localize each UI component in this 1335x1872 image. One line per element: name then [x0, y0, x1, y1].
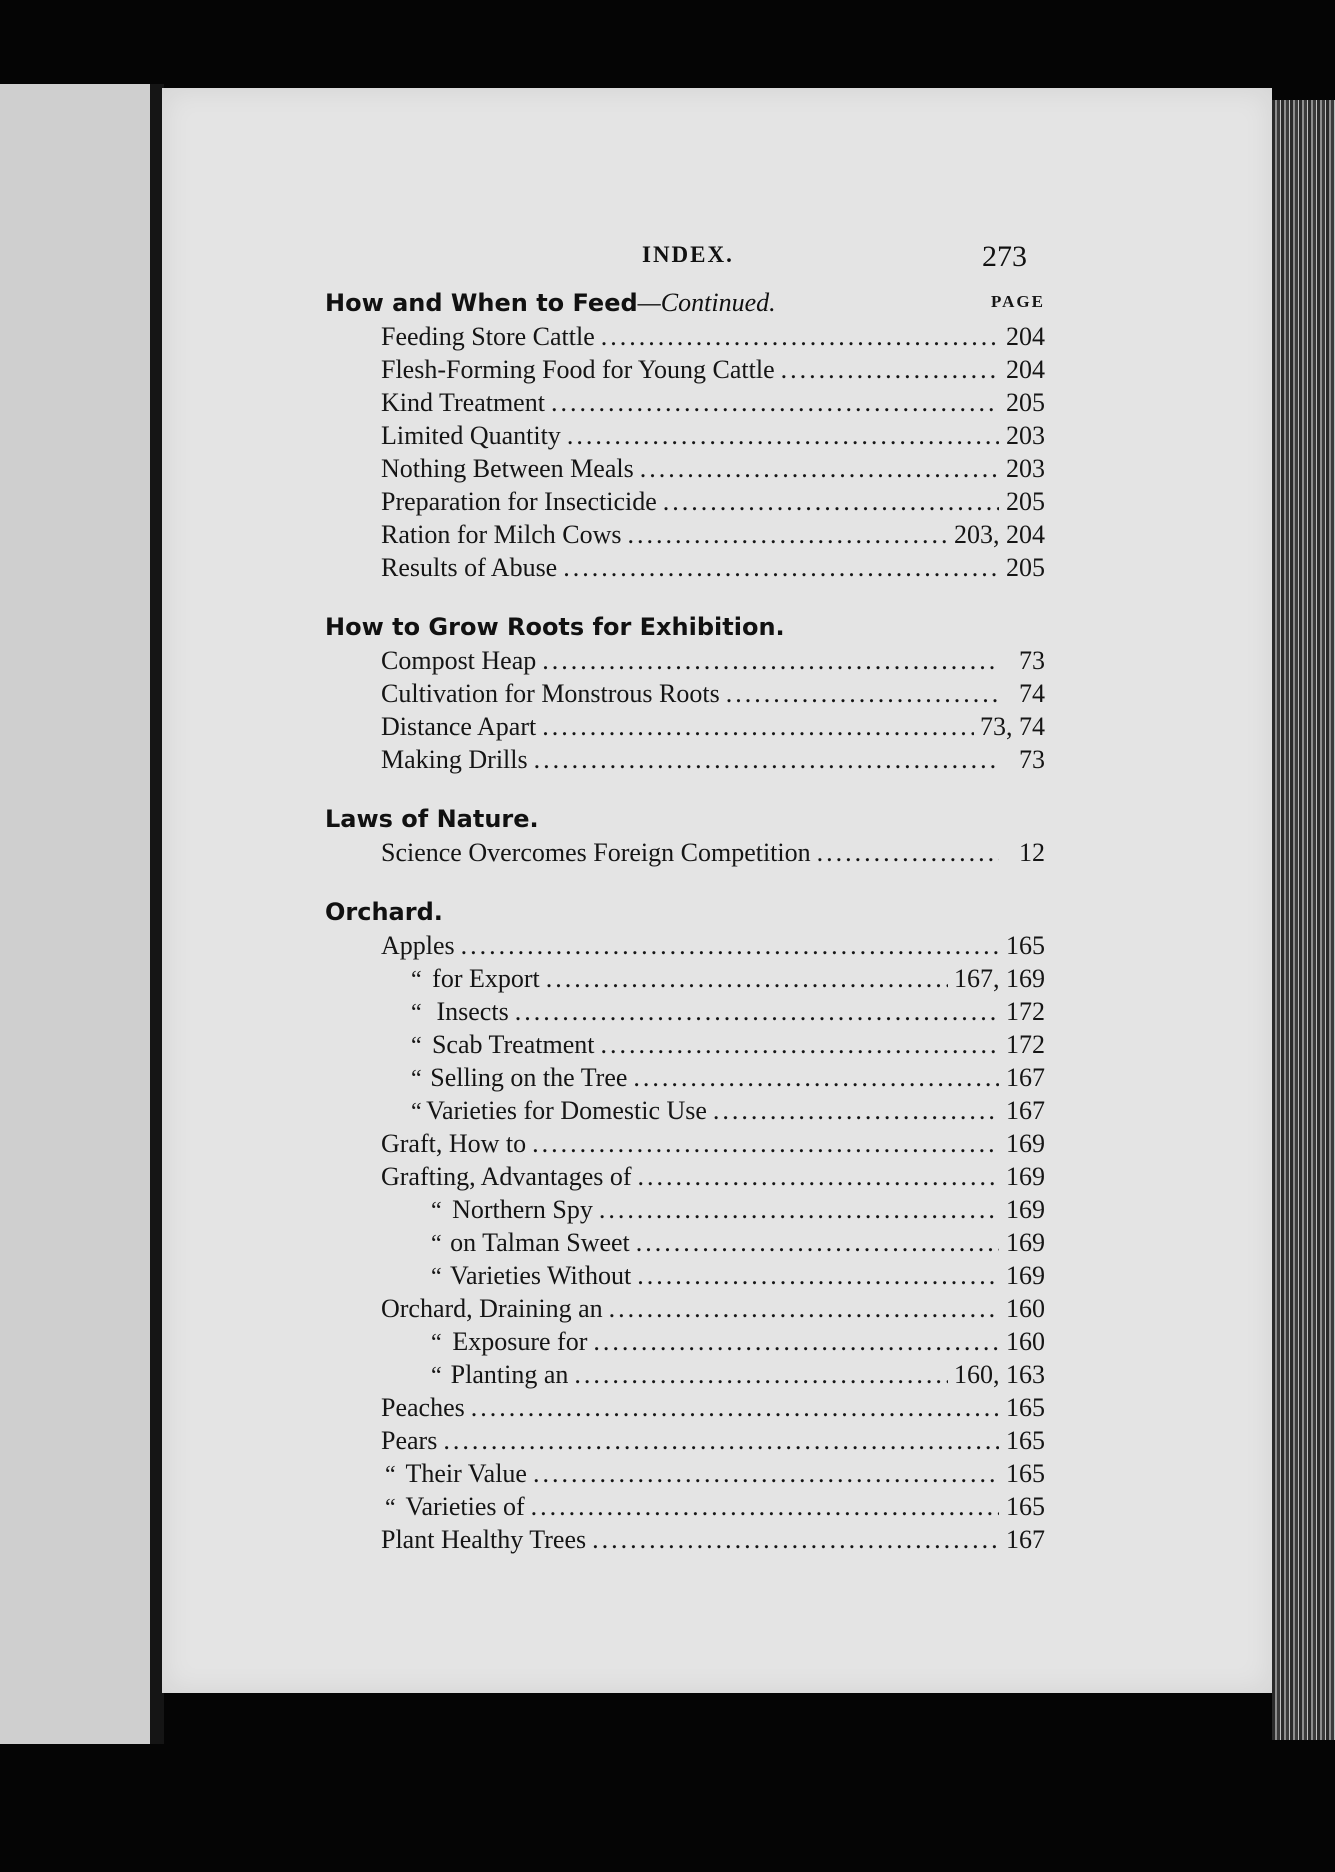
index-entry [325, 964, 1045, 997]
entry-page-number: 167 [1006, 1063, 1045, 1092]
entry-text: Orchard, Draining an [381, 1294, 603, 1323]
section-title-text: Orchard. [325, 898, 443, 926]
dot-leader [515, 997, 999, 1027]
index-entry [325, 1426, 1045, 1459]
dot-leader [542, 646, 999, 676]
section-title-text: Laws of Nature. [325, 805, 539, 833]
page-stack-edge [1272, 100, 1335, 1740]
entry-text: Nothing Between Meals [381, 454, 634, 483]
dot-leader [713, 1096, 999, 1126]
index-entry [325, 454, 1045, 487]
entry-text: on Talman Sweet [450, 1228, 630, 1257]
index-entry [325, 745, 1045, 778]
index-entry [325, 553, 1045, 586]
index-entry [325, 931, 1045, 964]
entry-page-number: 204 [1006, 322, 1045, 351]
section-title-text: How to Grow Roots for Exhibition. [325, 613, 785, 641]
index-entry [325, 712, 1045, 745]
dot-leader [601, 322, 999, 352]
dot-leader [817, 838, 999, 868]
ditto-mark: “ [431, 1264, 442, 1290]
dot-leader [534, 745, 999, 775]
entry-text: Scab Treatment [431, 1030, 595, 1059]
index-entry [325, 1096, 1045, 1129]
entry-text: Limited Quantity [381, 421, 561, 450]
entry-page-number: 167 [1006, 1525, 1045, 1554]
entry-page-number: 203 [1006, 421, 1045, 450]
index-entry [325, 1228, 1045, 1261]
page-number: 273 [982, 240, 1027, 273]
entry-page-number: 205 [1006, 388, 1045, 417]
dot-leader [636, 1228, 999, 1258]
index-entry [325, 997, 1045, 1030]
section-title [325, 805, 539, 833]
section-how-to-grow-roots [325, 608, 1045, 778]
index-entry [325, 1459, 1045, 1492]
ditto-mark: “ [411, 967, 422, 993]
entry-page-number: 73 [1019, 646, 1045, 675]
section-laws-of-nature [325, 800, 1045, 871]
index-entry [325, 1294, 1045, 1327]
entry-text: Varieties of [405, 1492, 525, 1521]
dot-leader [781, 355, 999, 385]
ditto-mark: “ [431, 1231, 442, 1257]
index-content [325, 284, 1045, 1580]
entry-page-number: 73 [1019, 745, 1045, 774]
index-entry [325, 1195, 1045, 1228]
entry-text: Making Drills [381, 745, 528, 774]
entry-page-number: 165 [1006, 1393, 1045, 1422]
dot-leader [471, 1393, 999, 1423]
entry-text: for Export [432, 964, 540, 993]
entry-page-number: 165 [1006, 1426, 1045, 1455]
entry-page-number: 160 [1006, 1327, 1045, 1356]
index-entry [325, 646, 1045, 679]
entry-text: Kind Treatment [381, 388, 545, 417]
dot-leader [443, 1426, 999, 1456]
dot-leader [461, 931, 999, 961]
dot-leader [533, 1459, 999, 1489]
entry-text: Ration for Milch Cows [381, 520, 622, 549]
section-heading [325, 284, 1045, 322]
ditto-mark: “ [411, 1033, 422, 1059]
entry-text: Compost Heap [381, 646, 537, 675]
entry-page-number: 12 [1019, 838, 1045, 867]
index-entry [325, 1030, 1045, 1063]
entry-text: Varieties for Domestic Use [426, 1096, 707, 1125]
section-orchard [325, 893, 1045, 1558]
dot-leader [551, 388, 999, 418]
entry-text: Cultivation for Monstrous Roots [381, 679, 720, 708]
entry-page-number: 203, 204 [954, 520, 1045, 549]
entry-text: Feeding Store Cattle [381, 322, 595, 351]
entry-text: Results of Abuse [381, 553, 558, 582]
ditto-mark: “ [431, 1363, 442, 1389]
dot-leader [567, 421, 999, 451]
running-title: INDEX. [642, 242, 734, 267]
section-title-text: How and When to Feed [325, 289, 638, 317]
entry-text: Varieties Without [450, 1261, 632, 1290]
index-entry [325, 1129, 1045, 1162]
entry-text: Insects [436, 997, 509, 1026]
index-entry [325, 1063, 1045, 1096]
entry-text: Pears [381, 1426, 438, 1455]
index-entry [325, 355, 1045, 388]
index-entry [325, 1162, 1045, 1195]
entry-page-number: 169 [1006, 1261, 1045, 1290]
dot-leader [600, 1030, 999, 1060]
entry-page-number: 172 [1006, 1030, 1045, 1059]
entry-text: Distance Apart [381, 712, 537, 741]
index-entry [325, 388, 1045, 421]
section-title-continued: —Continued. [637, 288, 776, 317]
ditto-mark: “ [411, 1099, 422, 1125]
entry-text: Exposure for [452, 1327, 588, 1356]
dot-leader [546, 964, 948, 994]
entry-page-number: 167, 169 [954, 964, 1045, 993]
ditto-mark: “ [385, 1462, 396, 1488]
dot-leader [563, 553, 999, 583]
dot-leader [638, 1162, 999, 1192]
entry-page-number: 165 [1006, 1459, 1045, 1488]
dot-leader [609, 1294, 999, 1324]
dot-leader [599, 1195, 999, 1225]
dot-leader [532, 1129, 999, 1159]
dot-leader [628, 520, 949, 550]
entry-page-number: 73, 74 [980, 712, 1045, 741]
entry-text: Science Overcomes Foreign Competition [381, 838, 811, 867]
entry-page-number: 160, 163 [953, 1360, 1045, 1389]
index-entry [325, 679, 1045, 712]
dot-leader [592, 1525, 999, 1555]
dot-leader [531, 1492, 999, 1522]
entry-page-number: 203 [1006, 454, 1045, 483]
index-entry [325, 1525, 1045, 1558]
dot-leader [633, 1063, 999, 1093]
entry-text: Planting an [450, 1360, 569, 1389]
dot-leader [574, 1360, 948, 1390]
entry-page-number: 204 [1006, 355, 1045, 384]
index-entry [325, 838, 1045, 871]
entry-page-number: 172 [1006, 997, 1045, 1026]
index-entry [325, 1261, 1045, 1294]
index-entry [325, 1492, 1045, 1525]
section-heading [325, 608, 1045, 646]
ditto-mark: “ [431, 1330, 442, 1356]
entry-text: Plant Healthy Trees [381, 1525, 587, 1554]
dot-leader [542, 712, 974, 742]
section-title [325, 289, 776, 317]
section-title [325, 613, 785, 641]
dot-leader [637, 1261, 999, 1291]
index-entry [325, 322, 1045, 355]
entry-text: Their Value [405, 1459, 527, 1488]
ditto-mark: “ [411, 1066, 422, 1092]
ditto-mark: “ [385, 1495, 396, 1521]
page-header [162, 240, 1272, 290]
entry-page-number: 167 [1006, 1096, 1045, 1125]
section-heading [325, 893, 1045, 931]
entry-page-number: 165 [1006, 1492, 1045, 1521]
entry-page-number: 169 [1006, 1195, 1045, 1224]
dot-leader [640, 454, 999, 484]
entry-page-number: 74 [1019, 679, 1045, 708]
page-column-label: PAGE [991, 292, 1045, 311]
section-how-and-when-to-feed [325, 284, 1045, 586]
dot-leader [593, 1327, 999, 1357]
entry-text: Apples [381, 931, 455, 960]
index-entry [325, 1327, 1045, 1360]
entry-page-number: 165 [1006, 931, 1045, 960]
index-entry [325, 1360, 1045, 1393]
index-entry [325, 520, 1045, 553]
entry-text: Graft, How to [381, 1129, 527, 1158]
section-heading [325, 800, 1045, 838]
ditto-mark: “ [411, 1000, 422, 1026]
entry-text: Selling on the Tree [430, 1063, 628, 1092]
entry-text: Flesh-Forming Food for Young Cattle [381, 355, 775, 384]
entry-page-number: 205 [1006, 487, 1045, 516]
entry-page-number: 205 [1006, 553, 1045, 582]
facing-page-edge [0, 84, 150, 1744]
entry-text: Grafting, Advantages of [381, 1162, 632, 1191]
entry-page-number: 160 [1006, 1294, 1045, 1323]
ditto-mark: “ [431, 1198, 442, 1224]
index-entry [325, 421, 1045, 454]
entry-text: Northern Spy [452, 1195, 593, 1224]
section-title [325, 898, 443, 926]
index-entry [325, 1393, 1045, 1426]
dot-leader [663, 487, 999, 517]
entry-page-number: 169 [1006, 1129, 1045, 1158]
entry-page-number: 169 [1006, 1228, 1045, 1257]
entry-text: Preparation for Insecticide [381, 487, 657, 516]
dot-leader [726, 679, 999, 709]
entry-text: Peaches [381, 1393, 465, 1422]
entry-page-number: 169 [1006, 1162, 1045, 1191]
index-entry [325, 487, 1045, 520]
